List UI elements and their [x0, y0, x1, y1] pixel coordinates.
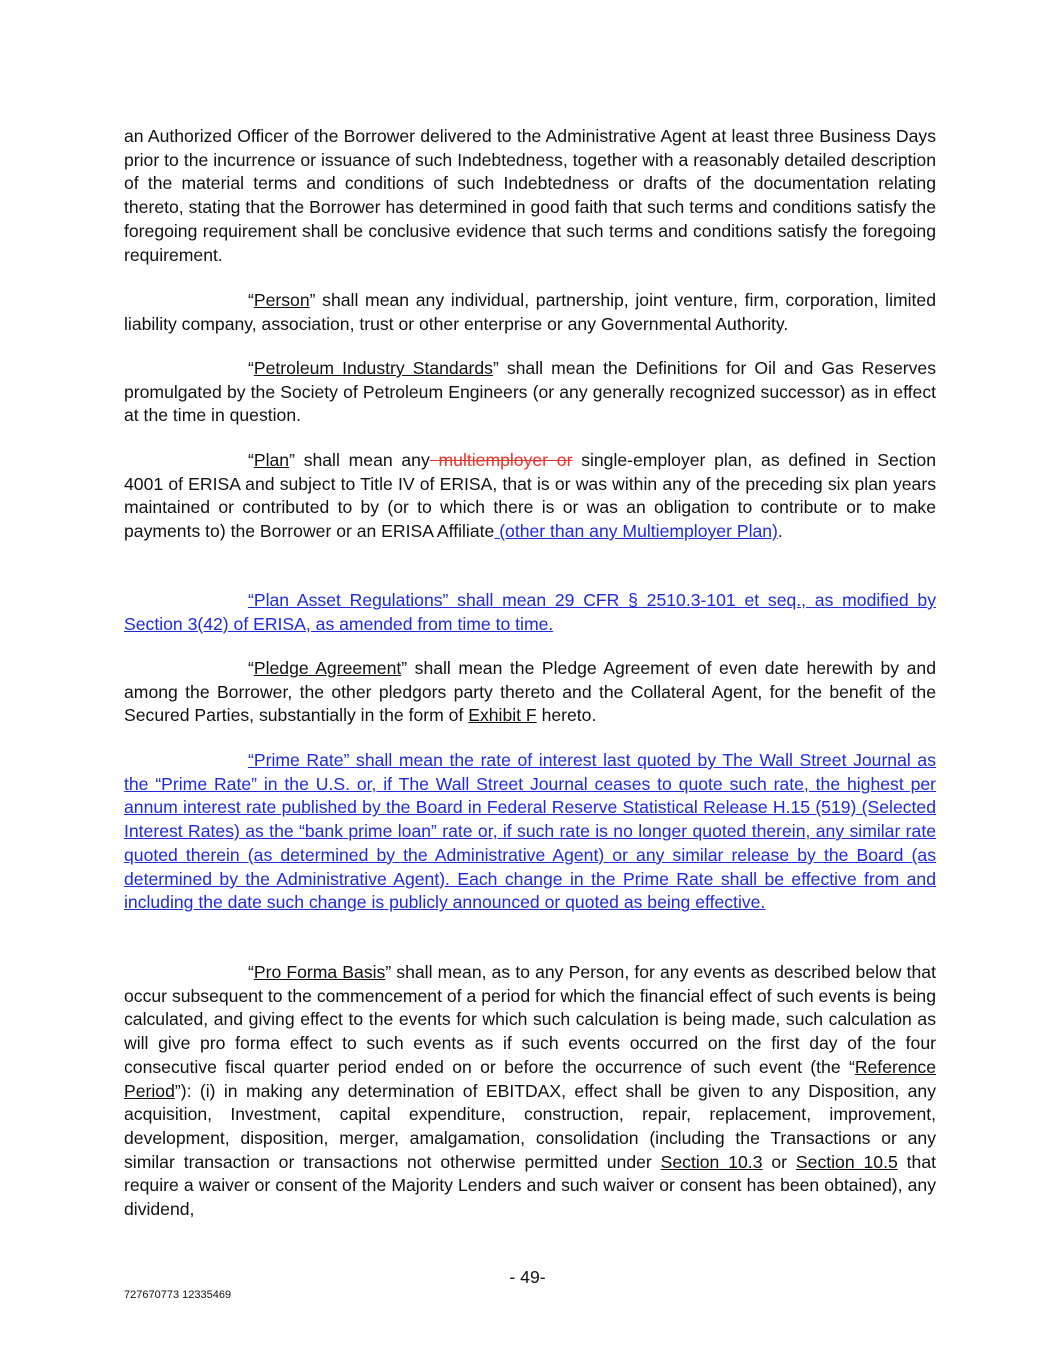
definition-text: hereto.: [536, 705, 597, 726]
document-id: 727670773 12335469: [124, 1289, 232, 1301]
paragraph-continuation: [124, 125, 936, 267]
deleted-text: multiemployer or: [429, 450, 573, 470]
open-quote: “: [248, 962, 254, 982]
definition-text: ” shall mean any: [289, 450, 430, 470]
definition-plan-asset-regulations: [124, 589, 936, 636]
defined-term: Petroleum Industry Standards: [253, 358, 493, 378]
defined-term: Person: [253, 290, 310, 310]
defined-term: Reference Period: [124, 1056, 936, 1101]
definition-text: ” shall mean any individual, partnership, joint venture, firm, corporation, limited liability company, association, trust or other enterprise or any Governmental Authority.: [124, 290, 936, 334]
definition-pro-forma-basis: [124, 961, 936, 1222]
open-quote: “: [248, 658, 254, 678]
definition-prime-rate: [124, 749, 936, 915]
inserted-text: “Prime Rate” shall mean the rate of interest last quoted by The Wall Street Journal as the “Prime Rate” in the U.S. or, if The Wall Street Journal ceases to quote such rate, the highest per annum interest rate published by the Board in Federal Reserve Statistical Release H.15 (519) (Selected Interest Rates) as the “bank prime loan” rate or, if such rate is no longer quoted therein, any similar rate quoted therein (as determined by the Administrative Agent) or any similar release by the Board (as determined by the Administrative Agent). Each change in the Prime Rate shall be effective from and including the date such change is publicly announced or quoted as being effective.: [124, 750, 936, 913]
definition-text: or: [762, 1151, 796, 1172]
definition-text: ” shall mean, as to any Person, for any events as described below that occur subsequent to the commencement of a period for which the financial effect of such events is being calculated, and giving effect to the events for which such calculation is being made, such calculation as will give pro forma effect to such events as if such events occurred on the first day of the four consecutive fiscal quarter period ended on or before the occurrence of such event (the “: [124, 962, 936, 1077]
definition-pledge-agreement: [124, 657, 936, 728]
definition-plan: [124, 449, 936, 544]
defined-term: Pro Forma Basis: [253, 962, 386, 982]
section-reference: Section 10.5: [795, 1151, 898, 1172]
open-quote: “: [248, 450, 254, 470]
open-quote: “: [248, 358, 254, 378]
definition-petroleum-industry-standards: [124, 357, 936, 428]
defined-term: Pledge Agreement: [253, 658, 402, 678]
exhibit-reference: Exhibit F: [468, 705, 537, 726]
open-quote: “: [248, 290, 254, 310]
definition-person: [124, 289, 936, 336]
paragraph-text: an Authorized Officer of the Borrower delivered to the Administrative Agent at least three Business Days prior to the incurrence or issuance of such Indebtedness, together with a reasonably detailed description of the material terms and conditions of such Indebtedness or drafts of the documentation relating thereto, stating that the Borrower has determined in good faith that such terms and conditions satisfy the foregoing requirement shall be conclusive evidence that such terms and conditions satisfy the foregoing requirement.: [124, 126, 936, 265]
inserted-text: “Plan Asset Regulations” shall mean 29 CFR § 2510.3-101 et seq., as modified by Section 3(42) of ERISA, as amended from time to time.: [124, 590, 936, 634]
definition-text: ” shall mean the Pledge Agreement of even date herewith by and among the Borrower, the other pledgors party thereto and the Collateral Agent, for the benefit of the Secured Parties, substantially in the form of: [124, 658, 936, 726]
inserted-text: (other than any Multiemployer Plan): [494, 521, 778, 542]
defined-term: Plan: [253, 450, 290, 470]
definition-text: that require a waiver or consent of the Majority Lenders and such waiver or consent has been obtained), any dividend,: [124, 1151, 936, 1220]
section-reference: Section 10.3: [660, 1151, 763, 1172]
definition-text: single-employer plan, as defined in Section 4001 of ERISA and subject to Title IV of ERISA, that is or was within any of the preceding six plan years maintained or contributed to by (or to which there is or was an obligation to contribute or to make payments to) the Borrower or an ERISA Affiliate: [124, 450, 936, 542]
definition-text: .: [777, 521, 783, 542]
definition-text: ” shall mean the Definitions for Oil and Gas Reserves promulgated by the Society of Petroleum Engineers (or any generally recognized successor) as in effect at the time in question.: [124, 358, 936, 426]
definition-text: ”): (i) in making any determination of EBITDAX, effect shall be given to any Disposition, any acquisition, Investment, capital expenditure, construction, repair, replacement, improvement, development, disposition, merger, amalgamation, consolidation (including the Transactions or any similar transaction or transactions not otherwise permitted under: [124, 1080, 936, 1172]
page-number: - 49-: [509, 1267, 546, 1287]
